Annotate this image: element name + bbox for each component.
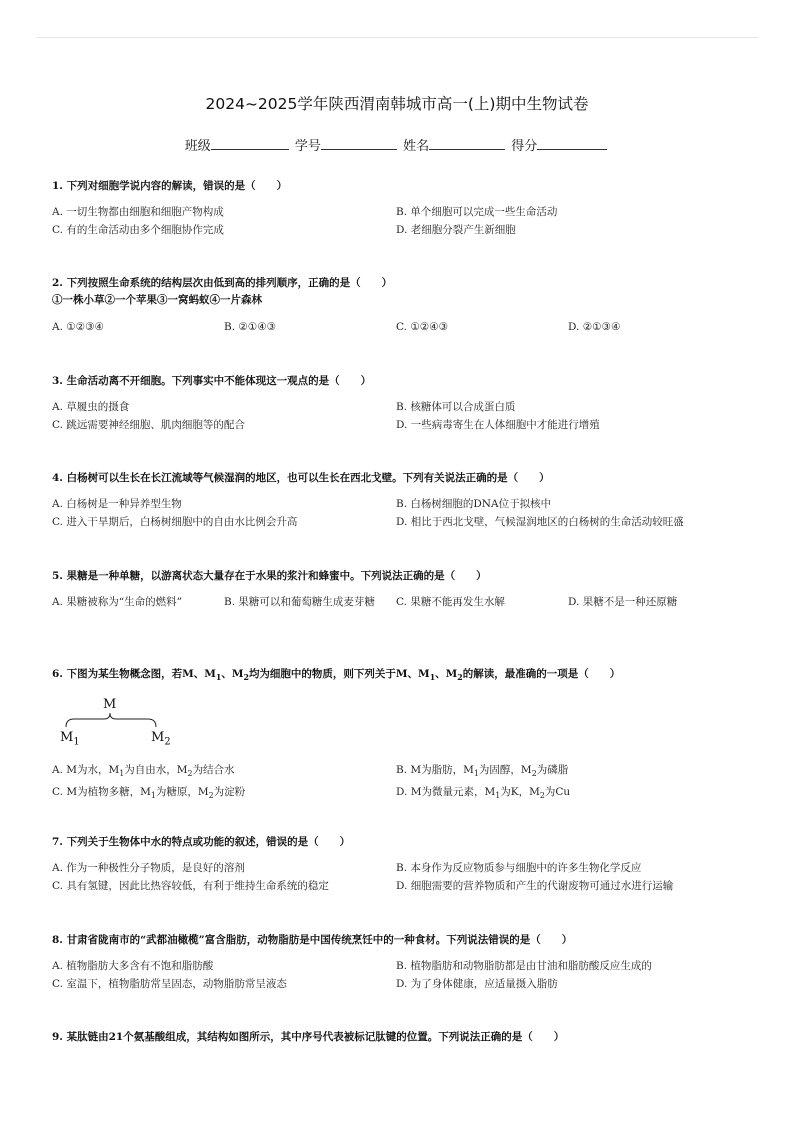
- options: [52, 593, 742, 611]
- options: [52, 318, 742, 336]
- question-5: [52, 568, 742, 611]
- question-stem: 3. 生命活动离不开细胞。下列事实中不能体现这一观点的是（ ）: [52, 375, 372, 387]
- option-b[interactable]: B. M为脂肪，$M_1$为固醇，$M_2$为磷脂: [396, 764, 569, 779]
- score-label: 得分: [511, 139, 538, 154]
- diagram-top-label: M: [103, 697, 117, 712]
- question-stem: 6. 下图为某生物概念图，若M、$M_1$、$M_2$均为细胞中的物质，则下列关于M、$M_1$、$M_2$的解读，最准确的一项是（ ）: [52, 668, 621, 683]
- option-a[interactable]: A. 一切生物都由细胞和细胞产物构成: [52, 206, 224, 218]
- option-d[interactable]: D. 果糖不是一种还原糖: [568, 596, 678, 608]
- diagram-right-label: $M_2$: [151, 730, 171, 748]
- options: [52, 761, 742, 805]
- option-b[interactable]: B. 本身作为反应物质参与细胞中的许多生物化学反应: [396, 862, 642, 874]
- question-stem: 9. 某肽链由21个氨基酸组成，其结构如图所示，其中序号代表被标记肽键的位置。下列说法正确的是（ ）: [52, 1031, 565, 1043]
- question-6: [52, 666, 742, 686]
- option-d[interactable]: D. 相比于西北戈壁，气候湿润地区的白杨树的生命活动较旺盛: [396, 516, 684, 528]
- option-c[interactable]: C. 跳远需要神经细胞、肌肉细胞等的配合: [52, 419, 245, 431]
- concept-diagram: [60, 697, 190, 752]
- options: [52, 859, 742, 895]
- question-1: [52, 178, 742, 239]
- option-b[interactable]: B. 果糖可以和葡萄糖生成麦芽糖: [224, 596, 375, 608]
- option-d[interactable]: D. 一些病毒寄生在人体细胞中才能进行增殖: [396, 419, 600, 431]
- option-c[interactable]: C. 果糖不能再发生水解: [396, 596, 505, 608]
- question-stem: 7. 下列关于生物体中水的特点或功能的叙述，错误的是（ ）: [52, 836, 351, 848]
- page-title: 2024~2025学年陕西渭南韩城市高一(上)期中生物试卷: [205, 95, 589, 113]
- options: [52, 957, 742, 993]
- question-stem: 1. 下列对细胞学说内容的解读，错误的是（ ）: [52, 180, 288, 192]
- option-b[interactable]: B. ②①④③: [224, 321, 277, 333]
- name-label: 姓名: [403, 139, 430, 154]
- option-c[interactable]: C. 室温下，植物脂肪常呈固态，动物脂肪常呈液态: [52, 978, 287, 990]
- option-a[interactable]: A. 植物脂肪大多含有不饱和脂肪酸: [52, 960, 214, 972]
- question-stem: 2. 下列按照生命系统的结构层次由低到高的排列顺序，正确的是（ ）: [52, 277, 393, 289]
- option-b[interactable]: B. 白杨树细胞的DNA位于拟核中: [396, 498, 552, 510]
- option-d[interactable]: D. 老细胞分裂产生新细胞: [396, 224, 516, 236]
- question-stem: 8. 甘肃省陇南市的“武都油橄榄”富含脂肪，动物脂肪是中国传统烹饪中的一种食材。下列说法错误的是（ ）: [52, 934, 573, 946]
- option-b[interactable]: B. 植物脂肪和动物脂肪都是由甘油和脂肪酸反应生成的: [396, 960, 652, 972]
- option-c[interactable]: C. 有的生命活动由多个细胞协作完成: [52, 224, 224, 236]
- question-7: [52, 834, 742, 895]
- option-c[interactable]: C. 具有氢键，因此比热容较低，有利于维持生命系统的稳定: [52, 880, 329, 892]
- question-stem: 5. 果糖是一种单糖，以游离状态大量存在于水果的浆汁和蜂蜜中。下列说法正确的是（ ）: [52, 570, 487, 582]
- diagram-left-label: $M_1$: [60, 730, 80, 748]
- question-2: [52, 275, 742, 336]
- question-stem: 4. 白杨树可以生长在长江流域等气候湿润的地区，也可以生长在西北戈壁。下列有关说法正确的是（ ）: [52, 472, 550, 484]
- option-a[interactable]: A. 作为一种极性分子物质，是良好的溶剂: [52, 862, 245, 874]
- option-a[interactable]: A. M为水，$M_1$为自由水，$M_2$为结合水: [52, 764, 235, 779]
- class-label: 班级: [184, 139, 211, 154]
- option-a[interactable]: A. ①②③④: [52, 321, 104, 333]
- option-a[interactable]: A. 果糖被称为“生命的燃料”: [52, 596, 182, 608]
- question-6-options: [52, 761, 742, 805]
- option-b[interactable]: B. 单个细胞可以完成一些生命活动: [396, 206, 558, 218]
- student-id-blank[interactable]: [321, 136, 397, 150]
- option-d[interactable]: D. 为了身体健康，应适量摄入脂肪: [396, 978, 558, 990]
- question-9: [52, 1029, 742, 1046]
- option-b[interactable]: B. 核糖体可以合成蛋白质: [396, 401, 516, 413]
- option-c[interactable]: C. M为植物多糖，$M_1$为糖原，$M_2$为淀粉: [52, 786, 246, 801]
- option-d[interactable]: D. M为微量元素，$M_1$为K，$M_2$为Cu: [396, 786, 571, 801]
- class-blank[interactable]: [211, 136, 289, 150]
- question-substem: ①一株小草②一个苹果③一窝蚂蚁④一片森林: [52, 294, 262, 306]
- header-divider: [36, 37, 758, 38]
- student-id-label: 学号: [294, 139, 321, 154]
- options: [52, 495, 742, 531]
- question-4: [52, 470, 742, 531]
- option-c[interactable]: C. 进入干旱期后，白杨树细胞中的自由水比例会升高: [52, 516, 298, 528]
- name-blank[interactable]: [429, 136, 505, 150]
- options: [52, 398, 742, 434]
- option-a[interactable]: A. 草履虫的摄食: [52, 401, 130, 413]
- option-a[interactable]: A. 白杨树是一种异养型生物: [52, 498, 182, 510]
- option-c[interactable]: C. ①②④③: [396, 321, 448, 333]
- student-info-line: [0, 135, 794, 154]
- question-8: [52, 932, 742, 993]
- option-d[interactable]: D. ②①③④: [568, 321, 621, 333]
- options: [52, 203, 742, 239]
- question-3: [52, 373, 742, 434]
- score-blank[interactable]: [537, 136, 607, 150]
- option-d[interactable]: D. 细胞需要的营养物质和产生的代谢废物可通过水进行运输: [396, 880, 674, 892]
